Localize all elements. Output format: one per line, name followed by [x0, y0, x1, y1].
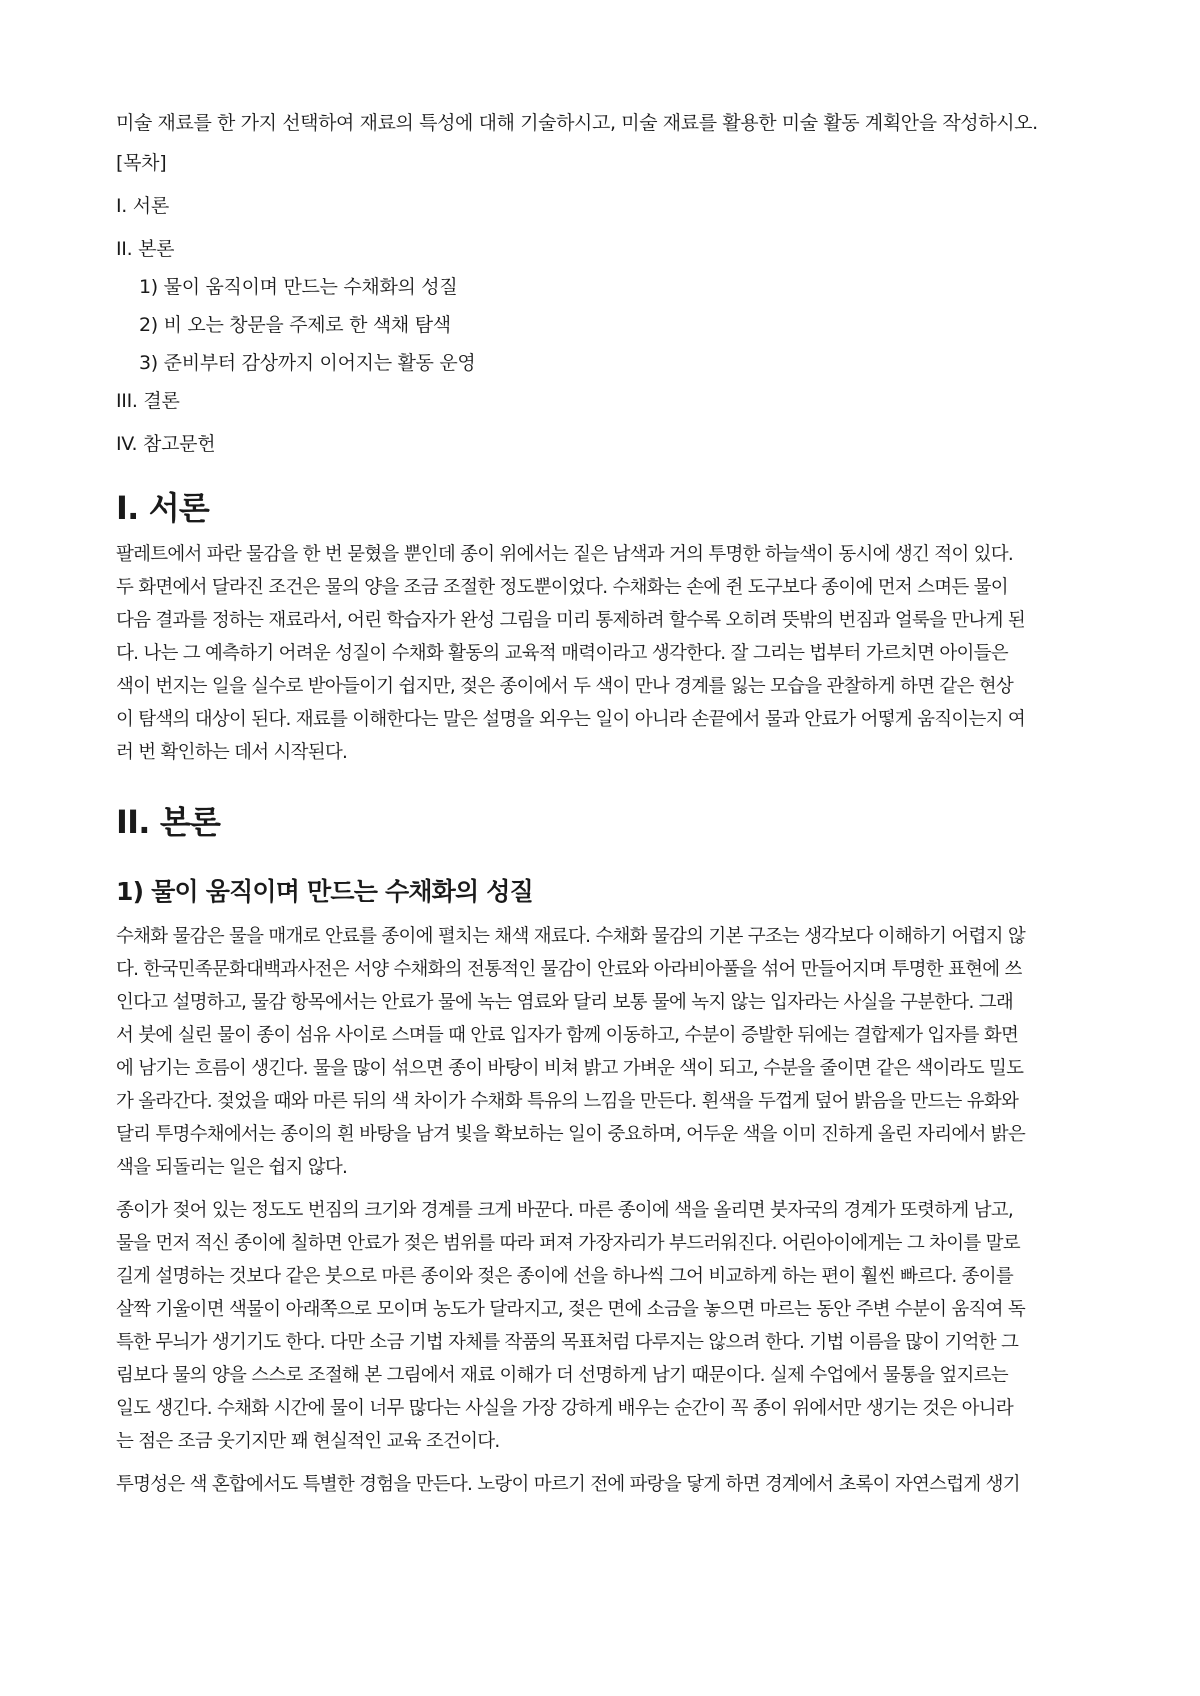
text-line: 가 올라간다. 젖었을 때와 마른 뒤의 색 차이가 수채화 특유의 느낌을 만든다. 흰색을 두껍게 덮어 밝음을 만드는 유화와	[116, 1091, 1019, 1112]
text-line: 살짝 기울이면 색물이 아래쪽으로 모이며 농도가 달라지고, 젖은 면에 소금을 놓으면 마르는 동안 주변 수분이 움직여 독	[116, 1299, 1026, 1320]
body-paragraph	[116, 1194, 1090, 1458]
toc-item: I. 서론	[116, 195, 169, 217]
body-paragraph	[116, 920, 1090, 1184]
subsection-heading-1: 1) 물이 움직이며 만드는 수채화의 성질	[116, 877, 533, 906]
toc-item: II. 본론	[116, 238, 175, 260]
section-heading-body: II. 본론	[116, 803, 221, 841]
text-line: 서 붓에 실린 물이 종이 섬유 사이로 스며들 때 안료 입자가 함께 이동하고, 수분이 증발한 뒤에는 결합제가 입자를 화면	[116, 1025, 1019, 1046]
text-line: 인다고 설명하고, 물감 항목에서는 안료가 물에 녹는 염료와 달리 보통 물에 녹지 않는 입자라는 사실을 구분한다. 그래	[116, 992, 1014, 1013]
text-line: 팔레트에서 파란 물감을 한 번 묻혔을 뿐인데 종이 위에서는 짙은 남색과 거의 투명한 하늘색이 동시에 생긴 적이 있다.	[116, 544, 1014, 565]
text-line: 달리 투명수채에서는 종이의 흰 바탕을 남겨 빛을 확보하는 일이 중요하며, 어두운 색을 이미 진하게 올린 자리에서 밝은	[116, 1124, 1026, 1145]
assignment-prompt: 미술 재료를 한 가지 선택하여 재료의 특성에 대해 기술하시고, 미술 재료를 활용한 미술 활동 계획안을 작성하시오.	[116, 112, 1038, 134]
text-line: 투명성은 색 혼합에서도 특별한 경험을 만든다. 노랑이 마르기 전에 파랑을 닿게 하면 경계에서 초록이 자연스럽게 생기	[116, 1474, 1020, 1495]
text-line: 길게 설명하는 것보다 같은 붓으로 마른 종이와 젖은 종이에 선을 하나씩 그어 비교하게 하는 편이 훨씬 빠르다. 종이를	[116, 1266, 1014, 1287]
text-line: 종이가 젖어 있는 정도도 번짐의 크기와 경계를 크게 바꾼다. 마른 종이에 색을 올리면 붓자국의 경계가 또렷하게 남고,	[116, 1200, 1014, 1221]
section-heading-intro: I. 서론	[116, 489, 210, 527]
toc-subitem: 1) 물이 움직이며 만드는 수채화의 성질	[139, 276, 458, 298]
text-line: 다. 나는 그 예측하기 어려운 성질이 수채화 활동의 교육적 매력이라고 생각한다. 잘 그리는 법부터 가르치면 아이들은	[116, 643, 1008, 664]
text-line: 두 화면에서 달라진 조건은 물의 양을 조금 조절한 정도뿐이었다. 수채화는 손에 쥔 도구보다 종이에 먼저 스며든 물이	[116, 577, 1008, 598]
text-line: 수채화 물감은 물을 매개로 안료를 종이에 펼치는 채색 재료다. 수채화 물감의 기본 구조는 생각보다 이해하기 어렵지 않	[116, 926, 1026, 947]
text-line: 특한 무늬가 생기기도 한다. 다만 소금 기법 자체를 작품의 목표처럼 다루지는 않으려 한다. 기법 이름을 많이 기억한 그	[116, 1332, 1019, 1353]
text-line: 에 남기는 흐름이 생긴다. 물을 많이 섞으면 종이 바탕이 비쳐 밝고 가벼운 색이 되고, 수분을 줄이면 같은 색이라도 밀도	[116, 1058, 1024, 1079]
text-line: 러 번 확인하는 데서 시작된다.	[116, 742, 348, 763]
toc-item: III. 결론	[116, 390, 180, 412]
intro-paragraph	[116, 538, 1090, 769]
text-line: 다. 한국민족문화대백과사전은 서양 수채화의 전통적인 물감이 안료와 아라비아풀을 섞어 만들어지며 투명한 표현에 쓰	[116, 959, 1022, 980]
text-line: 일도 생긴다. 수채화 시간에 물이 너무 많다는 사실을 가장 강하게 배우는 순간이 꼭 종이 위에서만 생기는 것은 아니라	[116, 1398, 1014, 1419]
text-line: 다음 결과를 정하는 재료라서, 어린 학습자가 완성 그림을 미리 통제하려 할수록 오히려 뜻밖의 번짐과 얼룩을 만나게 된	[116, 610, 1026, 631]
toc-subitem: 2) 비 오는 창문을 주제로 한 색채 탐색	[139, 314, 451, 336]
text-line: 림보다 물의 양을 스스로 조절해 본 그림에서 재료 이해가 더 선명하게 남기 때문이다. 실제 수업에서 물통을 엎지르는	[116, 1365, 1008, 1386]
text-line: 는 점은 조금 웃기지만 꽤 현실적인 교육 조건이다.	[116, 1431, 500, 1452]
paragraph-gap	[116, 1184, 1090, 1194]
toc-heading: [목차]	[116, 152, 167, 174]
toc-subitem: 3) 준비부터 감상까지 이어지는 활동 운영	[139, 352, 476, 374]
text-line: 물을 먼저 적신 종이에 칠하면 안료가 젖은 범위를 따라 퍼져 가장자리가 부드러워진다. 어린아이에게는 그 차이를 말로	[116, 1233, 1020, 1254]
body-paragraph	[116, 1468, 1090, 1501]
text-line: 이 탐색의 대상이 된다. 재료를 이해한다는 말은 설명을 외우는 일이 아니라 손끝에서 물과 안료가 어떻게 움직이는지 여	[116, 709, 1026, 730]
text-line: 색이 번지는 일을 실수로 받아들이기 쉽지만, 젖은 종이에서 두 색이 만나 경계를 잃는 모습을 관찰하게 하면 같은 현상	[116, 676, 1014, 697]
table-of-contents	[116, 150, 1090, 458]
toc-item: IV. 참고문헌	[116, 433, 216, 455]
text-line: 색을 되돌리는 일은 쉽지 않다.	[116, 1157, 348, 1178]
paragraph-gap	[116, 1458, 1090, 1468]
